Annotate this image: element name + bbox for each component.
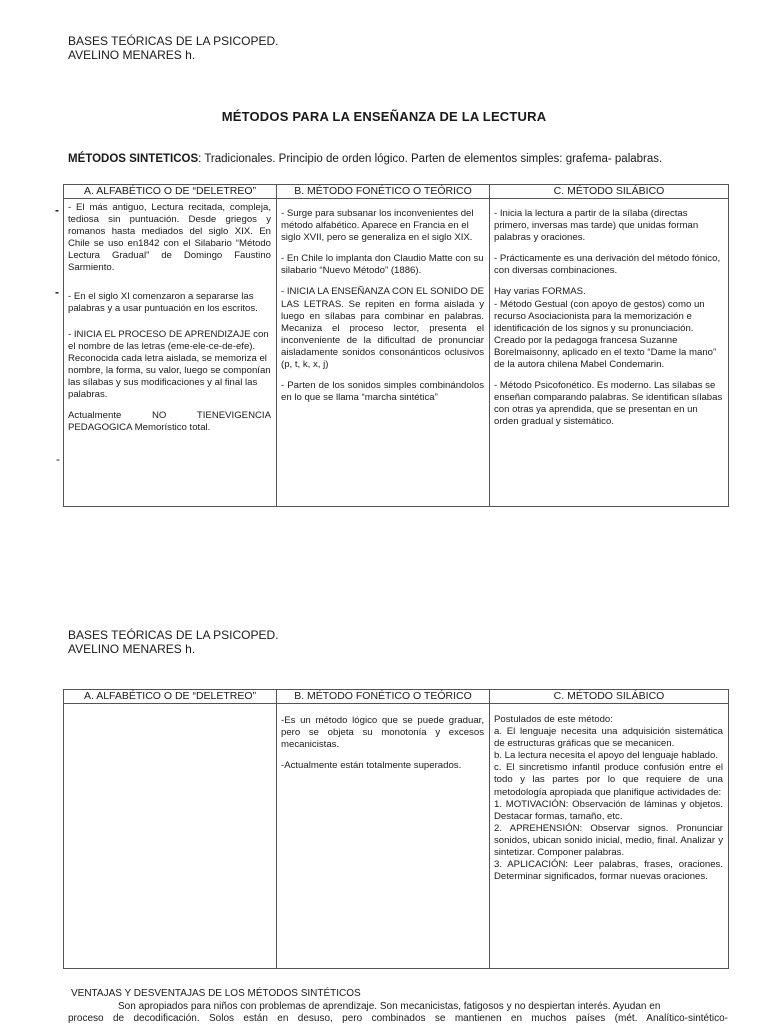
header-author: AVELINO MENARES h. bbox=[68, 642, 196, 656]
cell-silabico bbox=[490, 199, 729, 507]
cell-paragraph: - Método Psicofonético. Es moderno. Las sílabas se enseñan comparando palabras. Se identifican sílabas con otras ya aprendida, que se presentan en un orden gradual y sistemático. bbox=[494, 380, 723, 428]
cell-paragraph: 3. APLICACIÓN: Leer palabras, frases, oraciones. Determinar significados, formar nuevas oraciones. bbox=[494, 859, 723, 883]
footer-section bbox=[68, 988, 728, 1026]
intro-paragraph bbox=[68, 153, 728, 165]
intro-text: : Tradicionales. Principio de orden lógico. Parten de elementos simples: grafema- palabras. bbox=[198, 153, 663, 165]
header-course: BASES TEÓRICAS DE LA PSICOPED. bbox=[68, 34, 279, 48]
cell-paragraph: c. El sincretismo infantil produce confusión entre el todo y las partes por lo que requiere de una metodología apropiada que planifique actividades de: bbox=[494, 762, 723, 798]
cell-fonetico bbox=[277, 199, 490, 507]
cell-paragraph: - El más antiguo, Lectura recitada, compleja, tediosa sin puntuación. Desde griegos y romanos hasta mediados del siglo XIX. En Chile se uso en1842 con el Silabario “Método Lectura Gradual” de Domingo Faustino Sarmiento. bbox=[68, 202, 271, 274]
column-header-silabico: C. MÉTODO SILÁBICO bbox=[490, 690, 729, 704]
cell-paragraph: 2. APREHENSIÓN: Observar signos. Pronunciar sonidos, ubican sonido inicial, medio, final. Analizar y sintetizar. Componer palabras. bbox=[494, 822, 723, 859]
intro-heading: MÉTODOS SINTETICOS bbox=[68, 153, 199, 165]
table-header-row bbox=[64, 690, 729, 704]
document-header bbox=[68, 34, 279, 62]
cell-paragraph: a. El lenguaje necesita una adquisición sistemática de estructuras gráficas que se mecanicen. bbox=[494, 726, 723, 750]
cell-paragraph: Hay varias FORMAS. bbox=[494, 286, 586, 298]
column-header-silabico: C. MÉTODO SILÁBICO bbox=[490, 185, 729, 199]
footer-line: Son apropiados para niños con problemas de aprendizaje. Son mecanicistas, fatigosos y no despiertan interés. Ayudan en bbox=[118, 1000, 661, 1012]
cell-paragraph: Actualmente NO TIENEVIGENCIA PEDAGOGICA Memorístico total. bbox=[68, 410, 271, 434]
document-header-2 bbox=[68, 628, 279, 656]
footer-heading: VENTAJAS Y DESVENTAJAS DE LOS MÉTODOS SINTÉTICOS bbox=[71, 988, 361, 999]
cell-paragraph: - En el siglo XI comenzaron a separarse las palabras y a usar puntuación en los escritos. bbox=[68, 290, 258, 314]
cell-paragraph: -Es un método lógico que se puede graduar, pero se objeta su monotonía y excesos mecanicistas. bbox=[281, 715, 484, 751]
cell-alfabetico bbox=[64, 199, 277, 507]
cell-alfabetico bbox=[64, 704, 277, 969]
cell-paragraph: - En Chile lo implanta don Claudio Matte con su silabario “Nuevo Método” (1886). bbox=[281, 253, 484, 277]
column-header-fonetico: B. MÉTODO FONÉTICO O TEÓRICO bbox=[277, 690, 490, 704]
header-course: BASES TEÓRICAS DE LA PSICOPED. bbox=[68, 628, 279, 642]
margin-mark: - bbox=[55, 203, 59, 217]
margin-mark: - bbox=[56, 452, 60, 466]
cell-paragraph: - INICIA LA ENSEÑANZA CON EL SONIDO DE LAS LETRAS. Se repiten en forma aislada y luego en sílabas para combinar en palabras. Mecaniza el proceso lector, presenta el inconveniente de la dificultad de pronunciar aisladamente sonidos consonánticos oclusivos (p, t, k, x, j) bbox=[281, 286, 484, 371]
cell-paragraph: - Prácticamente es una derivación del método fónico, con diversas combinaciones. bbox=[494, 253, 721, 277]
cell-paragraph: - Surge para subsanar los inconvenientes del método alfabético. Aparece en Francia en el siglo XVII, pero se generaliza en el siglo XIX. bbox=[281, 208, 474, 244]
column-header-fonetico: B. MÉTODO FONÉTICO O TEÓRICO bbox=[277, 185, 490, 199]
header-author: AVELINO MENARES h. bbox=[68, 48, 196, 62]
column-header-alfabetico: A. ALFABÉTICO O DE “DELETREO” bbox=[64, 185, 277, 199]
table-row bbox=[64, 199, 729, 507]
cell-paragraph: - Inicia la lectura a partir de la sílaba (directas primero, inversas mas tarde) que unidas forman palabras y oraciones. bbox=[494, 208, 699, 244]
footer-line: proceso de decodificación. Solos están en desuso, pero combinados se mantienen en muchos países (mét. Analítico-sintético- bbox=[68, 1013, 728, 1024]
cell-silabico bbox=[490, 704, 729, 969]
cell-paragraph: - Método Gestual (con apoyo de gestos) como un recurso Asociacionista para la memorización e identificación de los signos y su pronunciación. Creado por la pedagoga francesa Suzanne Borelmaisonny, aplicado en el texto “Dame la mano” de la autora chilena Mabel Condemarin. bbox=[494, 298, 717, 371]
column-header-alfabetico: A. ALFABÉTICO O DE “DELETREO” bbox=[64, 690, 277, 704]
cell-fonetico bbox=[277, 704, 490, 969]
margin-mark: - bbox=[55, 285, 59, 299]
cell-paragraph: Postulados de este método: bbox=[494, 714, 613, 725]
cell-paragraph: 1. MOTIVACIÓN: Observación de láminas y objetos. Destacar formas, tamaño, etc. bbox=[494, 798, 723, 822]
methods-table-1 bbox=[63, 184, 729, 507]
page-title: MÉTODOS PARA LA ENSEÑANZA DE LA LECTURA bbox=[221, 109, 547, 124]
methods-table-2 bbox=[63, 689, 729, 969]
cell-paragraph: - Parten de los sonidos simples combinándolos en lo que se llama “marcha sintética” bbox=[281, 380, 484, 404]
cell-paragraph: -Actualmente están totalmente superados. bbox=[281, 760, 462, 772]
table-header-row bbox=[64, 185, 729, 199]
table-row bbox=[64, 704, 729, 969]
cell-paragraph: - INICIA EL PROCESO DE APRENDIZAJE con el nombre de las letras (eme-ele-ce-de-efe). Reconocida cada letra aislada, se memoriza el nombre, la forma, su valor, luego se componían las sílabas y sus modificaciones y al final las palabras. bbox=[68, 328, 271, 401]
cell-paragraph: b. La lectura necesita el apoyo del lenguaje hablado. bbox=[494, 750, 719, 762]
